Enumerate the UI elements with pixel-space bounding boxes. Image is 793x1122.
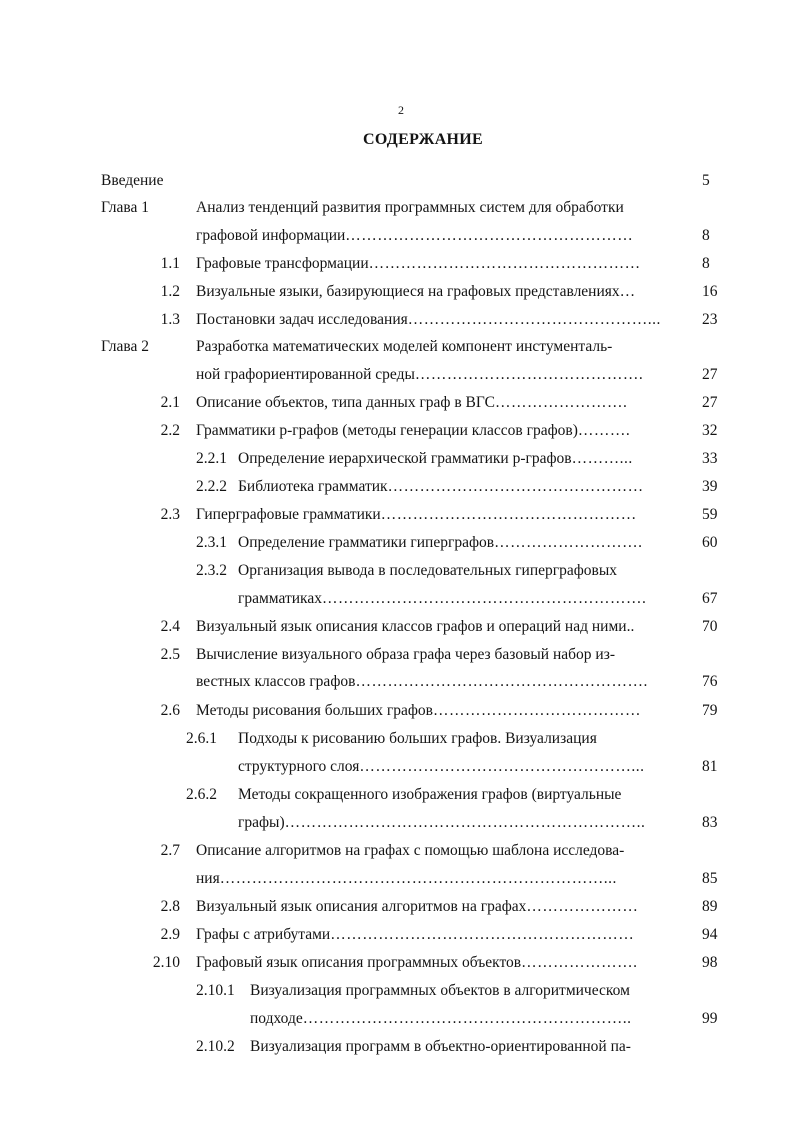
toc-entry-title xyxy=(250,978,690,1004)
toc-entry-title-text: Описание алгоритмов на графах с помощью шаблона исследова- xyxy=(196,842,625,859)
toc-entry-title xyxy=(238,754,690,780)
toc-entry xyxy=(0,195,793,221)
toc-entry-page: 98 xyxy=(702,954,718,971)
toc-entry-title xyxy=(196,950,690,976)
toc-entry xyxy=(0,1006,793,1032)
toc-entry-number: 2.7 xyxy=(160,842,180,859)
toc-entry-title xyxy=(196,418,690,444)
toc-entry-title xyxy=(196,922,690,948)
toc-leader-dots: ………. xyxy=(577,422,631,439)
toc-entry xyxy=(0,978,793,1004)
toc-entry-number: 2.10.1 xyxy=(196,982,235,999)
toc-entry-number: 2.2.1 xyxy=(196,450,227,467)
toc-entry-title-text: Описание объектов, типа данных граф в ВГС xyxy=(196,394,495,411)
toc-entry xyxy=(0,726,793,752)
toc-entry xyxy=(0,474,793,500)
toc-entry-title-text: Организация вывода в последовательных гиперграфовых xyxy=(238,562,618,579)
toc-entry-title-text: Визуальный язык описания алгоритмов на графах xyxy=(196,898,527,915)
toc-entry-number: 2.1 xyxy=(160,394,180,411)
toc-entry-page: 8 xyxy=(702,255,710,272)
toc-entry-title xyxy=(196,894,690,920)
toc-leader-dots: ……………………………………………… xyxy=(345,227,634,244)
toc-entry-title-text: Гиперграфовые грамматики xyxy=(196,506,381,523)
toc-entry-page: 27 xyxy=(702,394,718,411)
toc-entry xyxy=(0,810,793,836)
toc-entry-title-text: Графовый язык описания программных объектов xyxy=(196,954,522,971)
toc-entry-number: 1.3 xyxy=(160,311,180,328)
toc-entry-number: 2.3.2 xyxy=(196,562,227,579)
toc-entry-title xyxy=(196,195,690,221)
toc-entry-title-text: Визуальные языки, базирующиеся на графовых представлениях… xyxy=(196,283,636,300)
toc-entry-number: 1.1 xyxy=(160,255,180,272)
toc-entry xyxy=(0,922,793,948)
toc-entry-title xyxy=(238,586,690,612)
toc-entry xyxy=(0,950,793,976)
toc-entry-number: 2.6.1 xyxy=(186,730,217,747)
toc-entry-title-text: Анализ тенденций развития программных систем для обработки xyxy=(196,199,624,216)
toc-entry-title-text: графы) xyxy=(238,814,285,831)
toc-entry-page: 85 xyxy=(702,870,718,887)
toc-entry-title-text: Постановки задач исследования xyxy=(196,311,408,328)
toc-leader-dots: ………………………………… xyxy=(432,702,641,719)
toc-entry-title xyxy=(238,782,690,808)
toc-entry-page: 59 xyxy=(702,506,718,523)
toc-entry-title-text: Разработка математических моделей компонент инстументаль- xyxy=(196,338,613,355)
toc-entry xyxy=(0,251,793,277)
toc-entry-title xyxy=(196,307,690,333)
toc-entry-number: 2.8 xyxy=(160,898,180,915)
toc-entry-title xyxy=(196,223,690,249)
toc-entry xyxy=(0,502,793,528)
toc-entry-title xyxy=(196,838,694,864)
toc-entry-title xyxy=(238,530,690,556)
toc-entry-page: 23 xyxy=(702,311,718,328)
toc-entry xyxy=(0,782,793,808)
toc-leader-dots: …………………. xyxy=(521,954,638,971)
toc-entry-page: 27 xyxy=(702,366,718,383)
toc-entry xyxy=(0,586,793,612)
toc-leader-dots: ……………………………………………………. xyxy=(321,590,647,607)
toc-leader-dots: ………………… xyxy=(526,898,639,915)
toc-entry-page: 60 xyxy=(702,534,718,551)
toc-entry xyxy=(0,307,793,333)
toc-entry-page: 81 xyxy=(702,758,718,775)
toc-leader-dots: ………………………………………………. xyxy=(355,673,648,690)
toc-entry xyxy=(0,168,793,194)
toc-entry-number: Глава 2 xyxy=(101,338,150,355)
toc-entry-number: 2.6.2 xyxy=(186,786,217,803)
toc-entry-title xyxy=(196,334,690,360)
toc-entry-title-text: Графы с атрибутами xyxy=(196,926,331,943)
toc-leader-dots: ……………………………………. xyxy=(414,366,644,383)
toc-entry-title xyxy=(196,614,694,640)
toc-entry xyxy=(0,334,793,360)
toc-entry xyxy=(0,614,793,640)
toc-entry-title-text: вестных классов графов xyxy=(196,673,356,690)
toc-entry xyxy=(0,754,793,780)
toc-leader-dots: ………………………………………………………………... xyxy=(219,870,617,887)
toc-entry-title-text: ной графориентированной среды xyxy=(196,366,415,383)
toc-entry-title-text: Вычисление визуального образа графа через базовый набор из- xyxy=(196,646,615,663)
toc-entry-page: 99 xyxy=(702,1010,718,1027)
toc-entry-number: 2.10 xyxy=(152,954,180,971)
toc-entry-title xyxy=(196,279,690,305)
toc-entry-title xyxy=(196,698,690,724)
page-title: СОДЕРЖАНИЕ xyxy=(362,131,484,148)
toc-entry xyxy=(0,1034,793,1060)
toc-leader-dots: ……………………………………………... xyxy=(359,758,645,775)
toc-entry-title xyxy=(196,866,690,892)
toc-entry-page: 5 xyxy=(702,172,710,189)
toc-leader-dots: ………... xyxy=(571,450,633,467)
page-number: 2 xyxy=(398,103,404,117)
toc-leader-dots: ………………………………………………………….. xyxy=(284,814,646,831)
toc-entry xyxy=(0,558,793,584)
toc-entry-number: 2.10.2 xyxy=(196,1038,235,1055)
toc-entry xyxy=(0,669,793,695)
toc-entry xyxy=(0,642,793,668)
toc-leader-dots: ………………………. xyxy=(494,534,643,551)
toc-leader-dots: ………………………………………… xyxy=(380,506,637,523)
toc-entry-title xyxy=(196,642,694,668)
toc-entry-title xyxy=(250,1006,690,1032)
toc-entry-number: Глава 1 xyxy=(101,199,150,216)
toc-entry-number: 2.6 xyxy=(160,702,180,719)
toc-entry-title xyxy=(196,251,690,277)
toc-entry-page: 89 xyxy=(702,898,718,915)
toc-entry xyxy=(0,446,793,472)
toc-entry xyxy=(0,223,793,249)
toc-entry-page: 8 xyxy=(702,227,710,244)
toc-entry-page: 39 xyxy=(702,478,718,495)
toc-entry-title-text: структурного слоя xyxy=(238,758,360,775)
toc-entry-title-text: графовой информации xyxy=(196,227,346,244)
toc-entry-title-text: Визуализация программных объектов в алгоритмическом xyxy=(250,982,630,999)
toc-entry-number: 2.2.2 xyxy=(196,478,227,495)
toc-entry-title-text: Подходы к рисованию больших графов. Визуализация xyxy=(238,730,597,747)
toc-entry-title xyxy=(196,669,690,695)
toc-entry-title-text: Методы сокращенного изображения графов (виртуальные xyxy=(238,786,622,803)
toc-entry-title-text: Визуальный язык описания классов графов и операций над ними.. xyxy=(196,618,635,635)
toc-entry-title-text: ния xyxy=(196,870,220,887)
toc-entry-page: 76 xyxy=(702,673,718,690)
toc-entry xyxy=(0,894,793,920)
toc-entry-page: 32 xyxy=(702,422,718,439)
toc-entry-title xyxy=(238,726,690,752)
toc-entry-title-text: Визуализация программ в объектно-ориентированной па- xyxy=(250,1038,631,1055)
toc-entry-page: 79 xyxy=(702,702,718,719)
toc-entry-number: Введение xyxy=(101,172,164,189)
toc-entry-title xyxy=(238,558,690,584)
toc-entry-title-text: грамматиках xyxy=(238,590,322,607)
toc-leader-dots: …………………………………………… xyxy=(368,255,641,272)
toc-entry-page: 33 xyxy=(702,450,718,467)
toc-entry xyxy=(0,362,793,388)
toc-entry xyxy=(0,698,793,724)
toc-entry xyxy=(0,390,793,416)
toc-entry-title-text: Определение иерархической грамматики р-графов xyxy=(238,450,572,467)
toc-entry-page: 16 xyxy=(702,283,718,300)
toc-entry-number: 2.5 xyxy=(160,646,180,663)
toc-entry xyxy=(0,866,793,892)
toc-entry-title xyxy=(238,474,690,500)
toc-entry-title-text: Определение грамматики гиперграфов xyxy=(238,534,495,551)
toc-entry-title xyxy=(238,446,690,472)
toc-entry-number: 2.3 xyxy=(160,506,180,523)
toc-entry xyxy=(0,530,793,556)
toc-entry-page: 83 xyxy=(702,814,718,831)
toc-entry-title-text: Графовые трансформации xyxy=(196,255,369,272)
toc-leader-dots: ………………………………………………… xyxy=(330,926,635,943)
toc-entry-title xyxy=(238,810,690,836)
toc-leader-dots: ……………………. xyxy=(494,394,628,411)
toc-entry-page: 94 xyxy=(702,926,718,943)
toc-entry-number: 1.2 xyxy=(160,283,180,300)
toc-leader-dots: ………………………………………... xyxy=(407,311,661,328)
toc-entry-page: 67 xyxy=(702,590,718,607)
toc-entry-title-text: подходе xyxy=(250,1010,303,1027)
toc-leader-dots: …………………………………………………….. xyxy=(302,1010,632,1027)
toc-entry-number: 2.2 xyxy=(160,422,180,439)
toc-entry-title xyxy=(250,1034,690,1060)
toc-entry-title xyxy=(196,390,690,416)
toc-entry-number: 2.4 xyxy=(160,618,180,635)
toc-entry xyxy=(0,279,793,305)
toc-entry-page: 70 xyxy=(702,618,718,635)
toc-entry-title-text: Методы рисования больших графов xyxy=(196,702,433,719)
toc-entry-title xyxy=(196,502,690,528)
toc-entry-number: 2.3.1 xyxy=(196,534,227,551)
toc-entry-title xyxy=(196,362,690,388)
toc-entry-number: 2.9 xyxy=(160,926,180,943)
toc-entry xyxy=(0,418,793,444)
toc-entry-title-text: Грамматики р-графов (методы генерации классов графов) xyxy=(196,422,578,439)
toc-entry-title-text: Библиотека грамматик xyxy=(238,478,388,495)
toc-leader-dots: ………………………………………… xyxy=(387,478,644,495)
toc-entry xyxy=(0,838,793,864)
